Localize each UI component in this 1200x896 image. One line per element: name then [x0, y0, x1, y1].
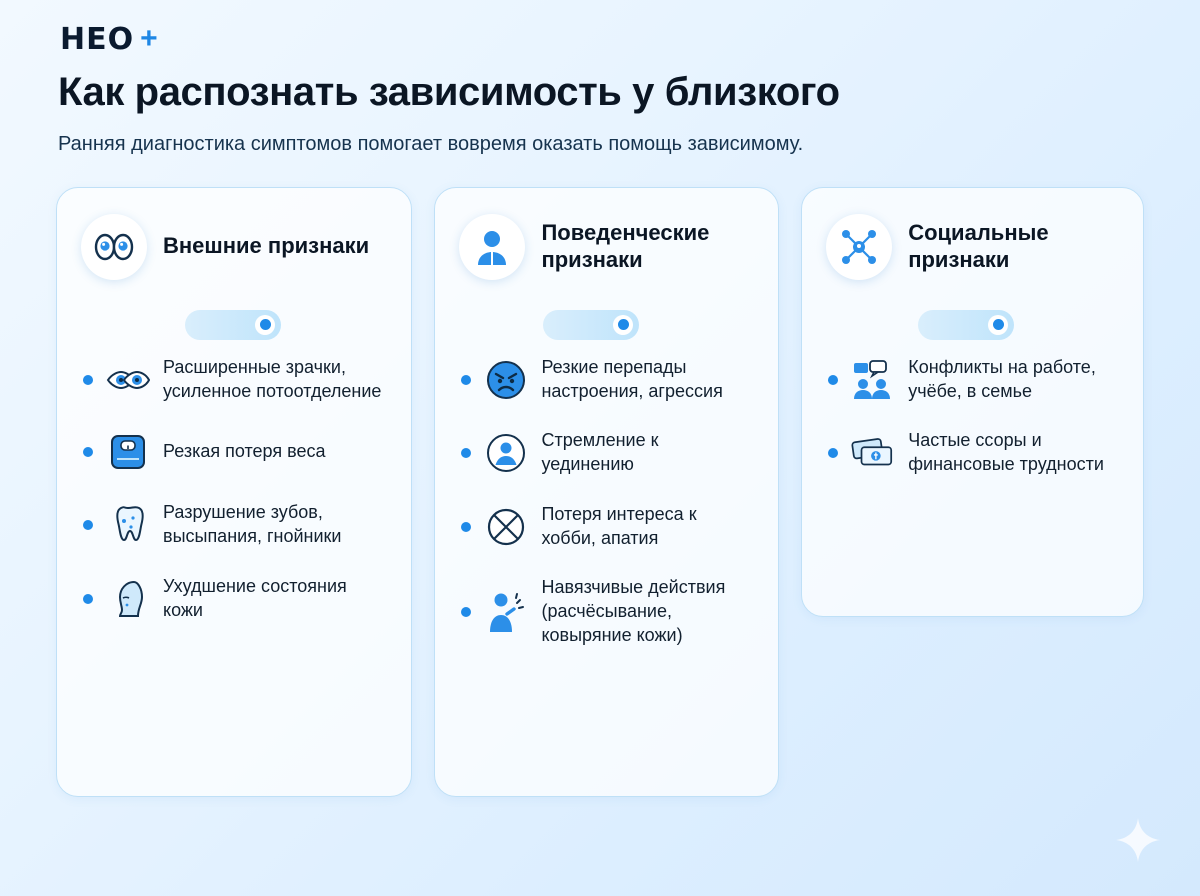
- card-title: Внешние признаки: [163, 233, 370, 259]
- bullet-icon: [828, 375, 838, 385]
- item-label: Конфликты на работе, учёбе, в семье: [908, 356, 1096, 401]
- list-item: [81, 575, 387, 623]
- item-label: Разрушение зубов, высыпания, гнойники: [163, 502, 342, 547]
- page-subtitle: Ранняя диагностика симптомов помогает вовремя оказать помощь зависимому.: [58, 132, 804, 155]
- bullet-icon: [83, 447, 93, 457]
- card-header: [81, 214, 387, 280]
- card-title: Поведенческие признаки: [541, 219, 710, 272]
- items-list: [81, 356, 387, 623]
- bullet-icon: [461, 607, 471, 617]
- card-header: [459, 214, 754, 280]
- list-item: [826, 356, 1119, 404]
- card-behavioral-signs: [434, 187, 779, 797]
- money-icon: [850, 430, 896, 476]
- list-item: [81, 356, 387, 404]
- bullet-icon: [461, 375, 471, 385]
- item-label: Навязчивые действия (расчёсывание, ковыряние кожи): [541, 577, 726, 645]
- toggle-knob-icon: [613, 315, 633, 335]
- item-label: Резкие перепады настроения, агрессия: [541, 356, 723, 401]
- item-label: Ухудшение состояния кожи: [163, 575, 347, 620]
- item-label: Резкая потеря веса: [163, 441, 326, 462]
- bullet-icon: [83, 375, 93, 385]
- crossed-circle-icon: [483, 504, 529, 550]
- toggle-behavioral[interactable]: [543, 310, 639, 340]
- toggle-knob-icon: [988, 315, 1008, 335]
- toggle-social[interactable]: [918, 310, 1014, 340]
- card-external-signs: [56, 187, 412, 797]
- items-list: [826, 356, 1119, 477]
- list-item: [459, 429, 754, 477]
- brand-logo: [60, 22, 1144, 56]
- cards-row: [56, 187, 1144, 797]
- list-item: [459, 503, 754, 551]
- angry-face-icon: [483, 357, 529, 403]
- card-title: Социальные признаки: [908, 219, 1049, 272]
- list-item: [81, 501, 387, 549]
- item-label: Потеря интереса к хобби, апатия: [541, 503, 697, 548]
- list-item: [459, 576, 754, 647]
- scales-icon: [105, 429, 151, 475]
- toggle-knob-icon: [255, 315, 275, 335]
- face-skin-icon: [105, 576, 151, 622]
- brand-name: НЕО: [60, 21, 135, 57]
- item-label: Стремление к уединению: [541, 430, 659, 475]
- card-social-signs: [801, 187, 1144, 617]
- bullet-icon: [828, 448, 838, 458]
- list-item: [459, 356, 754, 404]
- item-label: Расширенные зрачки, усиленное потоотделение: [163, 356, 382, 401]
- item-label: Частые ссоры и финансовые трудности: [908, 430, 1104, 475]
- bullet-icon: [83, 520, 93, 530]
- network-icon: [826, 214, 892, 280]
- brand-plus-icon: +: [140, 22, 158, 55]
- person-icon: [459, 214, 525, 280]
- bullet-icon: [83, 594, 93, 604]
- people-conflict-icon: [850, 357, 896, 403]
- dilated-pupils-icon: [105, 357, 151, 403]
- page-title: Как распознать зависимость у близкого: [58, 70, 840, 114]
- list-item: [81, 429, 387, 475]
- card-header: [826, 214, 1119, 280]
- tooth-icon: [105, 502, 151, 548]
- list-item: [826, 429, 1119, 477]
- scratching-person-icon: [483, 589, 529, 635]
- eyes-icon: [81, 214, 147, 280]
- sparkle-icon: [1116, 818, 1160, 862]
- user-circle-icon: [483, 430, 529, 476]
- bullet-icon: [461, 448, 471, 458]
- items-list: [459, 356, 754, 648]
- toggle-external[interactable]: [185, 310, 281, 340]
- bullet-icon: [461, 522, 471, 532]
